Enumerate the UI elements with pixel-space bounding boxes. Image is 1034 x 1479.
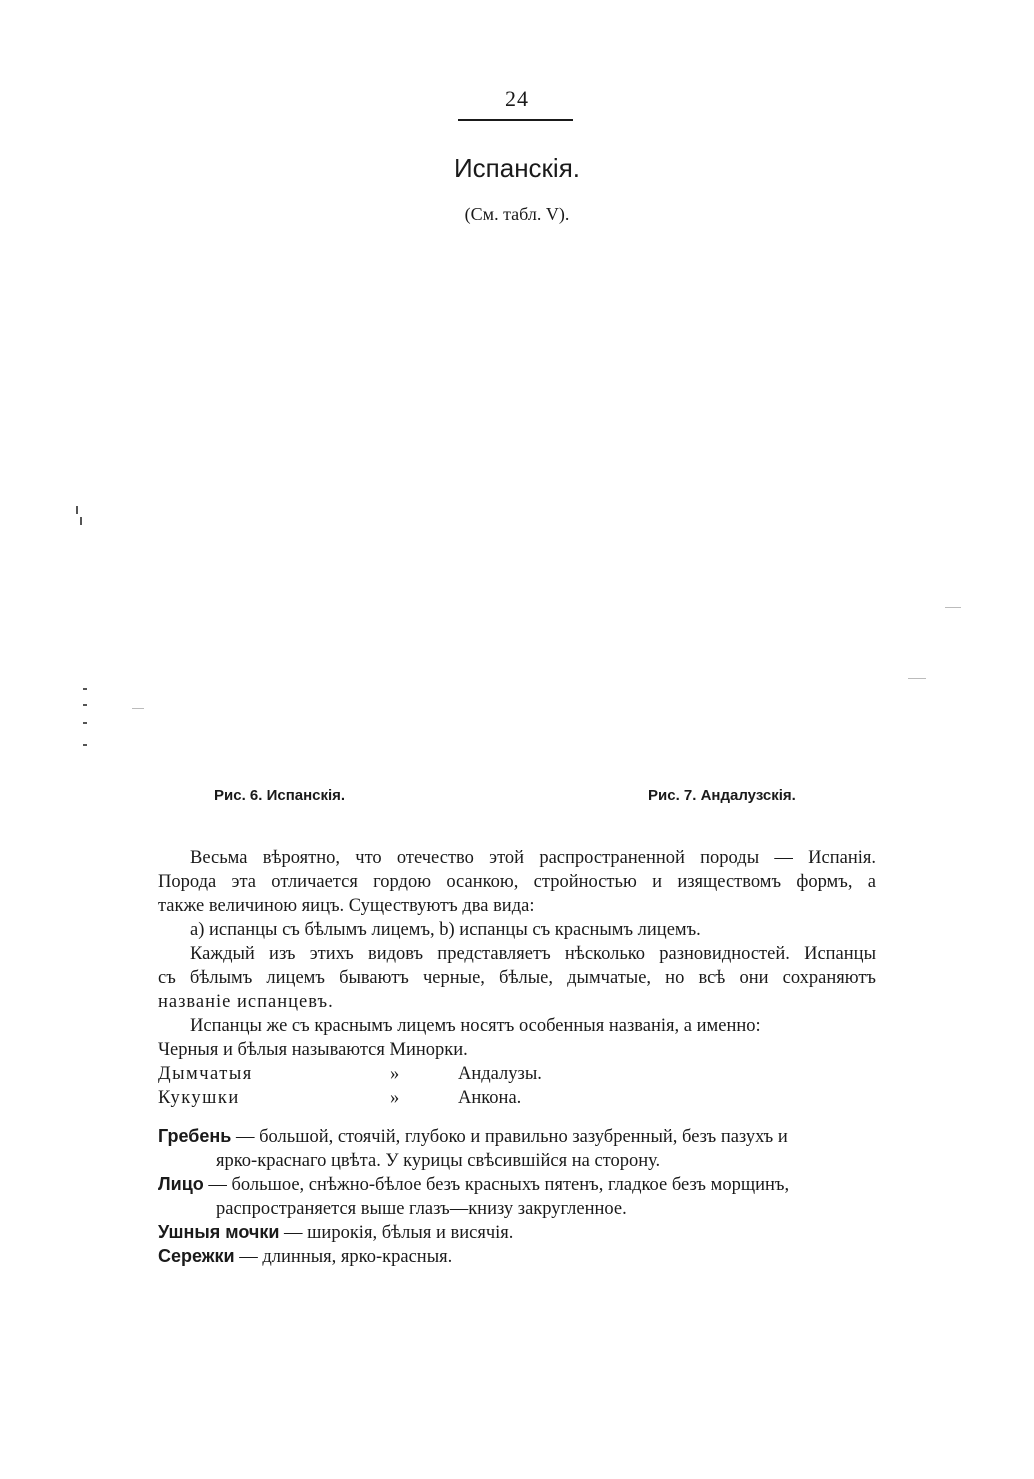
figure-caption-6: Рис. 6. Испанскія.: [214, 787, 346, 804]
definition-text: — широкія, бѣлыя и висячія.: [279, 1223, 514, 1243]
breed-row-ditto: »: [390, 1088, 400, 1108]
definition-term: Гребень: [158, 1126, 232, 1146]
definition-continuation: распространяется выше глазъ—книзу закругленное.: [216, 1199, 627, 1219]
definition-text: — длинныя, ярко-красныя.: [234, 1247, 453, 1267]
definition-term: Лицо: [158, 1174, 204, 1194]
definition-wattles: [158, 1244, 876, 1269]
paragraph-2: а) испанцы съ бѣлымъ лицемъ, b) испанцы съ краснымъ лицемъ.: [190, 920, 701, 940]
breed-row: [158, 1062, 876, 1086]
figure-caption-7: Рис. 7. Андалузскія.: [648, 787, 796, 804]
breed-row: [158, 1086, 876, 1110]
page-number: 24: [505, 86, 529, 111]
paragraph-1-line-3: также величиною яицъ. Существуютъ два вида:: [158, 896, 535, 916]
breed-row-ditto: »: [390, 1064, 400, 1084]
page-number-rule: [458, 119, 573, 121]
paragraph-5: Черныя и бѣлыя называются Минорки.: [158, 1040, 468, 1060]
paragraph-3-line-3: названіе испанцевъ.: [158, 992, 334, 1012]
definition-earlobes: [158, 1220, 876, 1245]
paragraph-4: Испанцы же съ краснымъ лицемъ носятъ особенныя названія, а именно:: [190, 1016, 761, 1036]
definition-term: Ушныя мочки: [158, 1222, 280, 1242]
definition-continuation: ярко-краснаго цвѣта. У курицы свѣсившійся на сторону.: [216, 1151, 661, 1171]
see-table-reference: (См. табл. V).: [464, 204, 570, 224]
definition-term: Сережки: [158, 1246, 235, 1266]
paragraph-3-line-1: Каждый изъ этихъ видовъ представляетъ нѣсколько разновидностей. Испанцы: [190, 944, 876, 964]
paragraph-1-line-2: Порода эта отличается гордою осанкою, стройностью и изяществомъ формъ, а: [158, 872, 876, 892]
definition-comb: [158, 1124, 876, 1173]
breed-row-breed: Анкона.: [458, 1088, 522, 1108]
breed-row-name: Кукушки: [158, 1088, 240, 1108]
definition-face: [158, 1172, 876, 1221]
definition-text: — большой, стоячій, глубоко и правильно зазубренный, безъ пазухъ и: [231, 1127, 788, 1147]
paragraph-1-line-1: Весьма вѣроятно, что отечество этой распространенной породы — Испанія.: [190, 848, 876, 868]
breed-row-breed: Андалузы.: [458, 1064, 542, 1084]
page-title: Испанскія.: [453, 153, 581, 183]
breed-row-name: Дымчатыя: [158, 1064, 253, 1084]
paragraph-3-line-2: съ бѣлымъ лицемъ бываютъ черные, бѣлые, дымчатые, но всѣ они сохраняютъ: [158, 968, 876, 988]
definition-text: — большое, снѣжно-бѣлое безъ красныхъ пятенъ, гладкое безъ морщинъ,: [203, 1175, 790, 1195]
